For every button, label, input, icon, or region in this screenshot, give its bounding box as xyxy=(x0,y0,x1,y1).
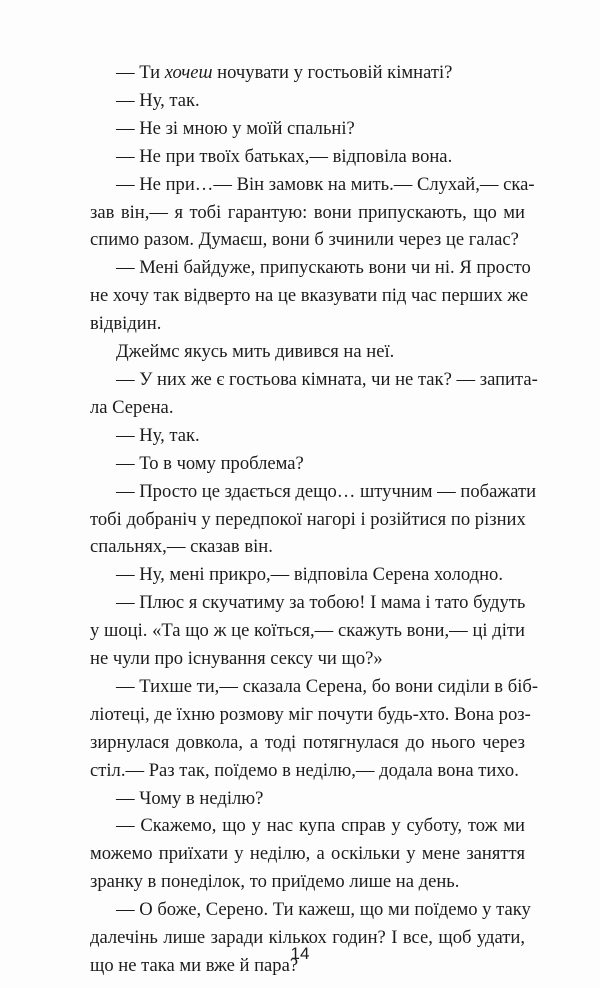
text-run: — Чому в неділю? xyxy=(116,787,264,809)
text-run: у шоці. «Та що ж це коїться,— скажуть вони,— ці діти xyxy=(90,620,525,642)
paragraph xyxy=(90,338,525,366)
text-line xyxy=(90,561,525,589)
text-run: — Плюс я скучатиму за тобою! І мама і тато будуть xyxy=(116,592,526,614)
text-line xyxy=(90,589,525,617)
text-line xyxy=(90,226,525,254)
text-line xyxy=(90,617,525,645)
text-run: не чули про існування сексу чи що?» xyxy=(90,648,383,670)
text-run: зав він,— я тобі гарантую: вони припускають, що ми xyxy=(90,201,525,223)
paragraph xyxy=(90,561,525,589)
text-line xyxy=(90,478,537,506)
text-run: відвідин. xyxy=(90,313,162,335)
text-run: ночувати у гостьовій кімнаті? xyxy=(212,62,453,83)
text-line xyxy=(90,701,531,729)
text-line xyxy=(90,143,525,171)
text-run: спимо разом. Думаєш, вони б зчинили через це галас? xyxy=(90,229,519,251)
text-line xyxy=(90,450,525,478)
text-run: — Не при твоїх батьках,— відповіла вона. xyxy=(116,145,453,167)
text-run: зранку в понеділок, то приїдемо лише на день. xyxy=(90,871,460,893)
text-run: стіл.— Раз так, поїдемо в неділю,— додала вона тихо. xyxy=(90,759,519,781)
paragraph xyxy=(90,589,525,673)
text-run: — Не при…— Він замовк на мить.— Слухай,— ска- xyxy=(116,173,535,195)
body-text xyxy=(90,59,539,980)
paragraph xyxy=(90,59,525,87)
text-run: — Просто це здається дещо… штучним — побажати xyxy=(116,480,537,502)
text-run: ла Серена. xyxy=(90,396,174,418)
text-line xyxy=(90,394,525,422)
text-line xyxy=(90,366,538,394)
text-line xyxy=(90,812,525,840)
text-run: — Мені байдуже, припускають вони чи ні. Я просто xyxy=(116,257,531,279)
text-run: — Ти xyxy=(116,62,165,83)
text-run: — То в чому проблема? xyxy=(116,452,304,474)
text-line xyxy=(90,785,525,813)
text-run: — Не зі мною у моїй спальні? xyxy=(116,117,355,139)
paragraph xyxy=(90,896,531,980)
text-line xyxy=(90,338,525,366)
text-run: що не така ми вже й пара? xyxy=(90,955,299,976)
text-run: зирнулася довкола, а тоді потягнулася до нього через xyxy=(90,731,525,753)
text-line xyxy=(90,254,531,282)
text-line xyxy=(90,645,525,673)
paragraph xyxy=(90,450,525,478)
text-run: не хочу так відверто на це вказувати під час перших же xyxy=(90,285,529,307)
paragraph xyxy=(90,115,525,143)
text-line xyxy=(90,171,535,199)
text-run: далечінь лише заради кількох годин? І все, щоб удати, xyxy=(90,927,525,949)
text-line xyxy=(90,422,525,450)
text-line xyxy=(90,199,525,227)
text-run: — Скажемо, що у нас купа справ у суботу, тож ми xyxy=(116,815,525,837)
text-run: — Тихше ти,— сказала Серена, бо вони сиділи в біб- xyxy=(116,675,539,697)
text-line xyxy=(90,115,525,143)
paragraph xyxy=(90,478,537,562)
text-line xyxy=(90,59,525,87)
text-run: — У них же є гостьова кімната, чи не так? — запита- xyxy=(116,368,538,390)
paragraph xyxy=(90,254,531,338)
page-number: 14 xyxy=(290,944,310,963)
emphasized-text: хочеш xyxy=(164,62,213,83)
paragraph xyxy=(90,366,538,422)
text-line xyxy=(90,757,525,785)
text-run: спальнях,— сказав він. xyxy=(90,536,273,558)
text-line xyxy=(90,533,525,561)
paragraph xyxy=(90,143,525,171)
paragraph xyxy=(90,171,535,255)
text-line xyxy=(90,868,525,896)
paragraph xyxy=(90,87,525,115)
text-line xyxy=(90,673,539,701)
text-line xyxy=(90,282,529,310)
text-run: — О боже, Серено. Ти кажеш, що ми поїдемо у таку xyxy=(116,899,531,921)
paragraph xyxy=(90,785,525,813)
text-line xyxy=(90,506,525,534)
text-line xyxy=(90,310,525,338)
text-run: тобі добраніч у передпокої нагорі і розійтися по різних xyxy=(90,508,526,530)
text-run: — Ну, мені прикро,— відповіла Серена холодно. xyxy=(116,564,503,586)
text-line xyxy=(90,87,525,115)
paragraph xyxy=(90,673,539,785)
paragraph xyxy=(90,422,525,450)
text-run: ліотеці, де їхню розмову міг почути будь-хто. Вона роз- xyxy=(90,703,531,725)
text-line xyxy=(90,896,531,924)
paragraph xyxy=(90,812,525,896)
text-run: можемо приїхати у неділю, а оскільки у мене заняття xyxy=(90,843,525,865)
text-run: Джеймс якусь мить дивився на неї. xyxy=(116,341,395,363)
text-line xyxy=(90,840,525,868)
text-line xyxy=(90,729,525,757)
text-run: — Ну, так. xyxy=(116,424,200,446)
text-run: — Ну, так. xyxy=(116,89,200,111)
